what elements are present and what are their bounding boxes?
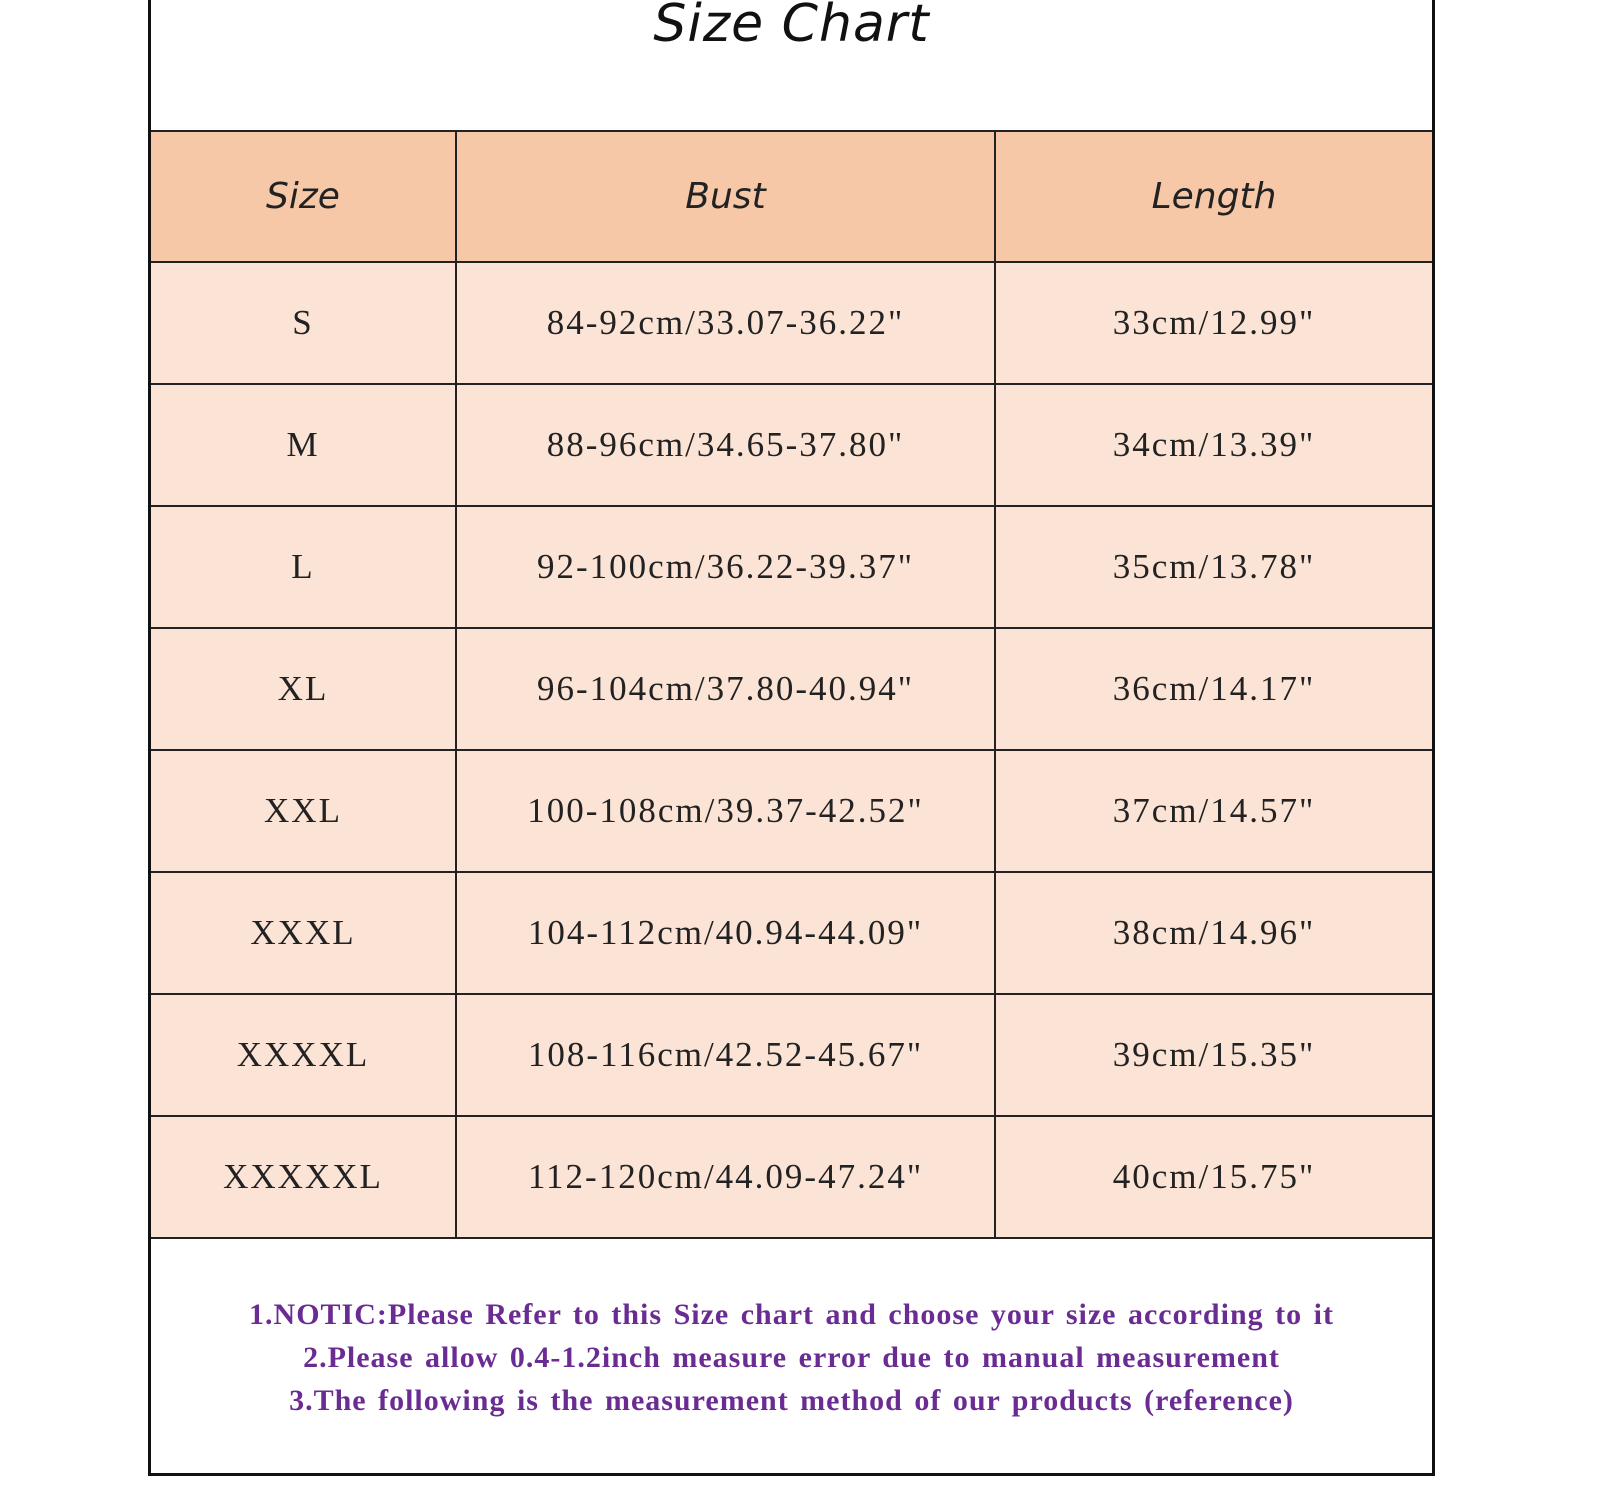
cell-bust: 100-108cm/39.37-42.52" [456, 750, 995, 872]
table-row [151, 628, 1432, 750]
note-line-2: 2.Please allow 0.4-1.2inch measure error due to manual measurement [303, 1341, 1280, 1374]
header-size: Size [151, 131, 456, 262]
cell-length: 40cm/15.75" [995, 1116, 1432, 1238]
cell-bust: 92-100cm/36.22-39.37" [456, 506, 995, 628]
cell-bust: 88-96cm/34.65-37.80" [456, 384, 995, 506]
cell-bust: 112-120cm/44.09-47.24" [456, 1116, 995, 1238]
cell-bust: 96-104cm/37.80-40.94" [456, 628, 995, 750]
cell-size: XXXXXL [151, 1116, 456, 1238]
cell-size: L [151, 506, 456, 628]
table-row [151, 1116, 1432, 1238]
table-row [151, 506, 1432, 628]
cell-size: XL [151, 628, 456, 750]
cell-length: 33cm/12.99" [995, 262, 1432, 384]
header-length: Length [995, 131, 1432, 262]
table-row [151, 872, 1432, 994]
cell-bust: 104-112cm/40.94-44.09" [456, 872, 995, 994]
cell-length: 35cm/13.78" [995, 506, 1432, 628]
cell-bust: 108-116cm/42.52-45.67" [456, 994, 995, 1116]
cell-length: 36cm/14.17" [995, 628, 1432, 750]
cell-length: 34cm/13.39" [995, 384, 1432, 506]
table-row [151, 994, 1432, 1116]
table-header-row [151, 131, 1432, 262]
cell-length: 39cm/15.35" [995, 994, 1432, 1116]
header-bust: Bust [456, 131, 995, 262]
cell-size: XXXL [151, 872, 456, 994]
notes-section [151, 1293, 1432, 1422]
cell-size: XXXXL [151, 994, 456, 1116]
table-row [151, 262, 1432, 384]
cell-length: 38cm/14.96" [995, 872, 1432, 994]
cell-bust: 84-92cm/33.07-36.22" [456, 262, 995, 384]
page-title: Size Chart [653, 0, 930, 54]
cell-size: M [151, 384, 456, 506]
note-line-1: 1.NOTIC:Please Refer to this Size chart and choose your size according to it [249, 1298, 1334, 1331]
size-table [151, 130, 1432, 1239]
table-row [151, 750, 1432, 872]
note-line-3: 3.The following is the measurement method of our products (reference) [289, 1384, 1294, 1417]
cell-length: 37cm/14.57" [995, 750, 1432, 872]
cell-size: S [151, 262, 456, 384]
table-row [151, 384, 1432, 506]
size-chart-frame [148, 0, 1435, 1476]
cell-size: XXL [151, 750, 456, 872]
